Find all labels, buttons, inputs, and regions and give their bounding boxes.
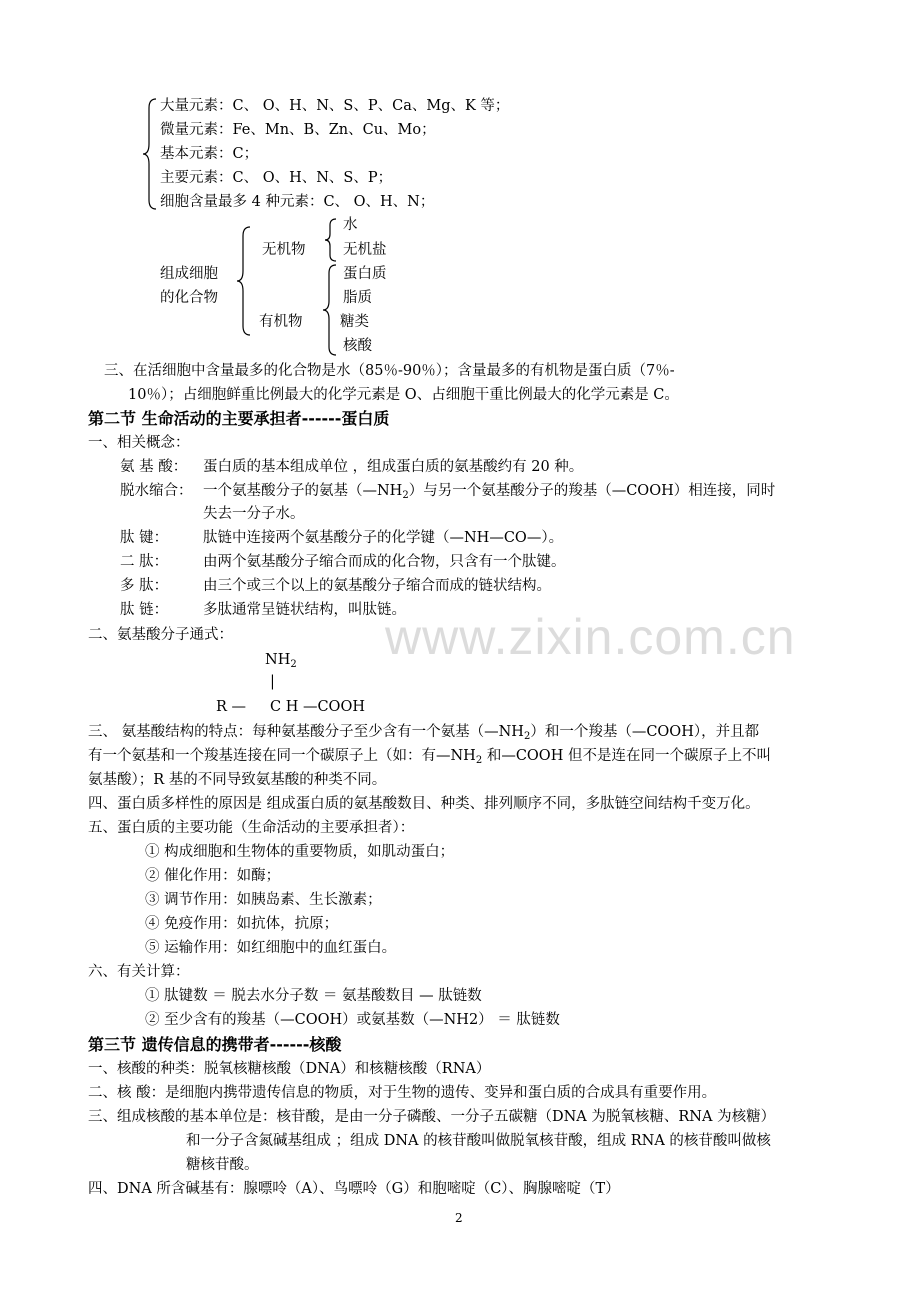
def-peptide-bond: 肽链中连接两个氨基酸分子的化学键（—NH—CO—）。 [203, 530, 564, 546]
formula-r-group: R — [216, 699, 247, 715]
function-item: ① 构成细胞和生物体的重要物质，如肌动蛋白； [145, 844, 455, 860]
section3-heading: 第三节 遗传信息的携带者------核酸 [88, 1035, 342, 1054]
function-item: ③ 调节作用：如胰岛素、生长激素； [145, 892, 382, 908]
term-peptide-bond: 肽 键： [120, 530, 169, 546]
def-dehydration-line2: 失去一分子水。 [203, 506, 305, 522]
function-item: ② 催化作用：如酶； [145, 868, 281, 884]
inorganic-label: 无机物 [262, 242, 306, 258]
def-dipeptide: 由两个氨基酸分子缩合而成的化合物，只含有一个肽键。 [203, 554, 566, 570]
elements-brace [142, 98, 158, 210]
organic-item-protein: 蛋白质 [343, 266, 387, 282]
element-line-most: 细胞含量最多 4 种元素：C、 O、H、N； [160, 194, 435, 210]
formula-title: 二、氨基酸分子通式： [88, 627, 233, 643]
term-dehydration: 脱水缩合： [120, 483, 193, 499]
structure-features-line1: 三、 氨基酸结构的特点：每种氨基酸分子至少含有一个氨基$(—NH_2)$和一个羧基（—COOH），并且都 [88, 724, 760, 742]
inorganic-brace [324, 218, 338, 262]
term-peptide-chain: 肽 链： [120, 602, 169, 618]
compound-brace [236, 226, 252, 336]
formula-bond: | [270, 674, 275, 690]
nucleic-acid-types: 一、核酸的种类：脱氧核糖核酸（DNA）和核糖核酸（RNA） [88, 1061, 491, 1077]
nucleic-acid-definition: 二、核 酸：是细胞内携带遗传信息的物质，对于生物的遗传、变异和蛋白质的合成具有重要作用。 [88, 1085, 717, 1101]
watermark: www.zixin.com.cn [385, 609, 796, 665]
term-polypeptide: 多 肽： [120, 578, 169, 594]
organic-brace [322, 264, 338, 356]
function-item: ④ 免疫作用：如抗体，抗原； [145, 916, 339, 932]
para3-line1: 三、在活细胞中含量最多的化合物是水（85％-90％）；含量最多的有机物是蛋白质（7％- [104, 363, 675, 379]
functions-title: 五、蛋白质的主要功能（生命活动的主要承担者）： [88, 820, 415, 836]
def-polypeptide: 由三个或三个以上的氨基酸分子缩合而成的链状结构。 [203, 578, 551, 594]
element-line-basic: 基本元素：C； [160, 146, 259, 162]
structure-features-line3: 氨基酸）；R 基的不同导致氨基酸的种类不同。 [88, 772, 387, 788]
para3-line2: 10％）；占细胞鲜重比例最大的化学元素是 O、占细胞干重比例最大的化学元素是 C。 [128, 387, 679, 403]
formula-nh2: $NH_2$ [265, 652, 297, 670]
organic-label: 有机物 [259, 314, 303, 330]
def-peptide-chain: 多肽通常呈链状结构，叫肽链。 [203, 602, 406, 618]
element-line-trace: 微量元素：Fe、Mn、B、Zn、Cu、Mo； [160, 122, 436, 138]
nucleotide-unit-line1: 三、组成核酸的基本单位是：核苷酸，是由一分子磷酸、一分子五碳糖（DNA 为脱氧核糖、RNA 为核糖） [88, 1109, 776, 1125]
inorganic-item-salt: 无机盐 [343, 242, 387, 258]
def-dehydration: 一个氨基酸分子的氨基$(—NH_2)$与另一个氨基酸分子的羧基（—COOH）相连接，同时 [203, 483, 776, 501]
calc-item: ① 肽键数 ＝ 脱去水分子数 ＝ 氨基酸数目 — 肽链数 [145, 988, 482, 1004]
nucleotide-unit-line3: 糖核苷酸。 [186, 1157, 259, 1173]
term-dipeptide: 二 肽： [120, 554, 169, 570]
element-line-main: 主要元素：C、 O、H、N、S、P； [160, 170, 393, 186]
dna-bases: 四、DNA 所含碱基有：腺嘌呤（A）、鸟嘌呤（G）和胞嘧啶（C）、胸腺嘧啶（T） [88, 1181, 620, 1197]
nucleotide-unit-line2: 和一分子含氮碱基组成 ；组成 DNA 的核苷酸叫做脱氧核苷酸，组成 RNA 的核苷酸叫做核 [186, 1133, 771, 1149]
section2-heading: 第二节 生命活动的主要承担者------蛋白质 [88, 409, 390, 428]
organic-item-lipid: 脂质 [343, 290, 372, 306]
compound-root-line1: 组成细胞 [160, 266, 218, 282]
calc-title: 六、有关计算： [88, 964, 190, 980]
inorganic-item-water: 水 [343, 217, 358, 233]
concepts-title: 一、相关概念： [88, 435, 190, 451]
term-amino-acid: 氨 基 酸： [120, 459, 188, 475]
organic-item-nucleic-acid: 核酸 [343, 338, 372, 354]
def-amino-acid: 蛋白质的基本组成单位 ，组成蛋白质的氨基酸约有 20 种。 [203, 459, 584, 475]
calc-item: ② 至少含有的羧基（—COOH）或氨基数（—NH2） ＝ 肽链数 [145, 1012, 560, 1028]
formula-backbone: C H —COOH [270, 699, 365, 715]
compound-root-line2: 的化合物 [160, 290, 218, 306]
structure-features-line2: 有一个氨基和一个羧基连接在同一个碳原子上（如：有$—NH_2$ 和—COOH 但不是连在同一个碳原子上不叫 [88, 748, 771, 766]
function-item: ⑤ 运输作用：如红细胞中的血红蛋白。 [145, 940, 397, 956]
diversity-reason: 四、蛋白质多样性的原因是 组成蛋白质的氨基酸数目、种类、排列顺序不同，多肽链空间结构千变万化。 [88, 796, 760, 812]
element-line-major: 大量元素：C、 O、H、N、S、P、Ca、Mg、K 等； [160, 98, 510, 114]
organic-item-sugar: 糖类 [340, 314, 369, 330]
page-number: 2 [455, 1211, 463, 1225]
